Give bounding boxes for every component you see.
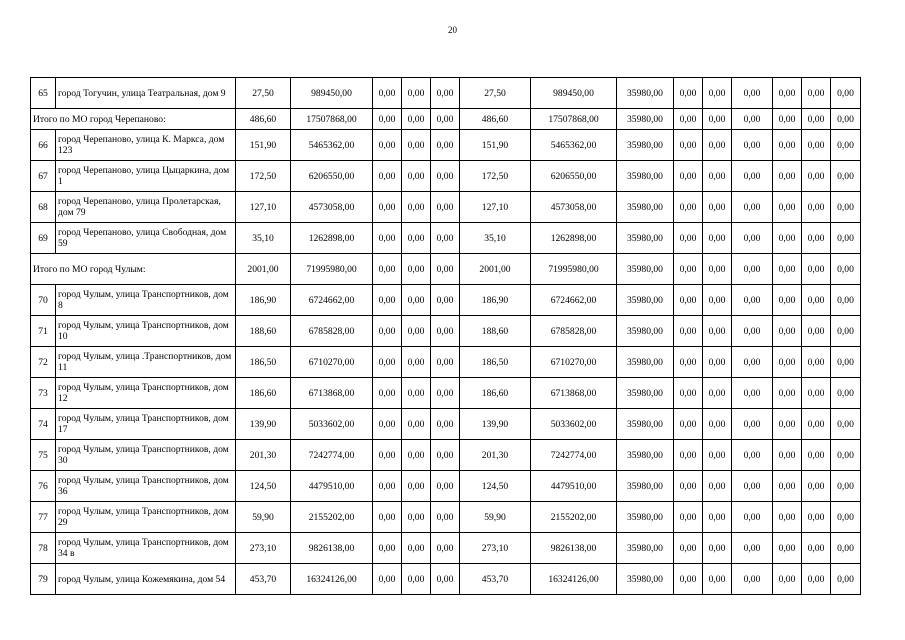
address-cell: город Черепаново, улица Пролетарская, дом 79 (56, 192, 236, 223)
value-cell: 0,00 (402, 378, 431, 409)
value-cell: 2001,00 (236, 254, 291, 285)
value-cell: 5465362,00 (291, 130, 373, 161)
address-cell: город Чулым, улица Транспортников, дом 34 в (56, 533, 236, 564)
value-cell: 35980,00 (617, 471, 674, 502)
value-cell: 0,00 (674, 161, 703, 192)
value-cell: 6785828,00 (291, 316, 373, 347)
value-cell: 1262898,00 (291, 223, 373, 254)
value-cell: 151,90 (460, 130, 531, 161)
value-cell: 35980,00 (617, 223, 674, 254)
value-cell: 0,00 (402, 409, 431, 440)
row-number: 78 (31, 533, 56, 564)
value-cell: 0,00 (402, 564, 431, 595)
row-number: 79 (31, 564, 56, 595)
value-cell: 0,00 (703, 409, 732, 440)
value-cell: 71995980,00 (531, 254, 617, 285)
address-cell: город Чулым, улица Транспортников, дом 17 (56, 409, 236, 440)
address-cell: город Чулым, улица .Транспортников, дом 11 (56, 347, 236, 378)
value-cell: 0,00 (373, 440, 402, 471)
value-cell: 0,00 (732, 285, 773, 316)
value-cell: 4479510,00 (531, 471, 617, 502)
value-cell: 0,00 (732, 223, 773, 254)
value-cell: 0,00 (373, 78, 402, 109)
value-cell: 0,00 (773, 316, 802, 347)
address-cell: город Чулым, улица Транспортников, дом 8 (56, 285, 236, 316)
value-cell: 0,00 (773, 347, 802, 378)
value-cell: 186,90 (460, 285, 531, 316)
value-cell: 6724662,00 (531, 285, 617, 316)
subtotal-row (31, 109, 861, 130)
value-cell: 0,00 (373, 109, 402, 130)
address-cell: город Чулым, улица Транспортников, дом 29 (56, 502, 236, 533)
value-cell: 0,00 (703, 78, 732, 109)
value-cell: 0,00 (802, 192, 831, 223)
value-cell: 0,00 (732, 533, 773, 564)
value-cell: 0,00 (831, 192, 861, 223)
value-cell: 35980,00 (617, 440, 674, 471)
address-cell: город Чулым, улица Транспортников, дом 10 (56, 316, 236, 347)
value-cell: 0,00 (402, 533, 431, 564)
value-cell: 0,00 (732, 78, 773, 109)
row-number: 73 (31, 378, 56, 409)
value-cell: 16324126,00 (291, 564, 373, 595)
value-cell: 0,00 (402, 192, 431, 223)
value-cell: 186,50 (460, 347, 531, 378)
value-cell: 0,00 (431, 378, 460, 409)
value-cell: 71995980,00 (291, 254, 373, 285)
value-cell: 127,10 (236, 192, 291, 223)
table-row (31, 78, 861, 109)
table-row (31, 161, 861, 192)
value-cell: 0,00 (674, 109, 703, 130)
value-cell: 0,00 (732, 409, 773, 440)
table-row (31, 409, 861, 440)
value-cell: 0,00 (703, 316, 732, 347)
value-cell: 5033602,00 (531, 409, 617, 440)
value-cell: 0,00 (773, 78, 802, 109)
value-cell: 0,00 (373, 285, 402, 316)
value-cell: 273,10 (236, 533, 291, 564)
value-cell: 0,00 (431, 533, 460, 564)
value-cell: 0,00 (773, 285, 802, 316)
row-number: 65 (31, 78, 56, 109)
value-cell: 6713868,00 (531, 378, 617, 409)
value-cell: 0,00 (402, 440, 431, 471)
value-cell: 4573058,00 (291, 192, 373, 223)
address-cell: город Черепаново, улица Цыцаркина, дом 1 (56, 161, 236, 192)
row-number: 69 (31, 223, 56, 254)
value-cell: 0,00 (431, 223, 460, 254)
value-cell: 0,00 (431, 161, 460, 192)
value-cell: 172,50 (236, 161, 291, 192)
row-number: 74 (31, 409, 56, 440)
value-cell: 186,60 (236, 378, 291, 409)
value-cell: 35980,00 (617, 502, 674, 533)
value-cell: 0,00 (703, 502, 732, 533)
value-cell: 0,00 (431, 316, 460, 347)
value-cell: 0,00 (373, 378, 402, 409)
value-cell: 0,00 (732, 502, 773, 533)
value-cell: 0,00 (431, 409, 460, 440)
value-cell: 0,00 (373, 161, 402, 192)
value-cell: 2155202,00 (291, 502, 373, 533)
value-cell: 2155202,00 (531, 502, 617, 533)
value-cell: 0,00 (732, 130, 773, 161)
value-cell: 35980,00 (617, 533, 674, 564)
value-cell: 186,90 (236, 285, 291, 316)
value-cell: 0,00 (831, 378, 861, 409)
value-cell: 0,00 (674, 533, 703, 564)
value-cell: 188,60 (236, 316, 291, 347)
value-cell: 0,00 (402, 78, 431, 109)
value-cell: 0,00 (773, 471, 802, 502)
value-cell: 0,00 (431, 440, 460, 471)
address-cell: город Чулым, улица Транспортников, дом 30 (56, 440, 236, 471)
value-cell: 0,00 (732, 161, 773, 192)
value-cell: 0,00 (373, 316, 402, 347)
value-cell: 0,00 (773, 223, 802, 254)
value-cell: 0,00 (674, 130, 703, 161)
value-cell: 0,00 (831, 533, 861, 564)
value-cell: 0,00 (402, 109, 431, 130)
value-cell: 6710270,00 (531, 347, 617, 378)
table-row (31, 378, 861, 409)
value-cell: 124,50 (460, 471, 531, 502)
value-cell: 127,10 (460, 192, 531, 223)
value-cell: 201,30 (460, 440, 531, 471)
value-cell: 0,00 (732, 109, 773, 130)
value-cell: 0,00 (732, 378, 773, 409)
value-cell: 0,00 (373, 533, 402, 564)
value-cell: 6206550,00 (291, 161, 373, 192)
value-cell: 0,00 (674, 223, 703, 254)
value-cell: 0,00 (831, 285, 861, 316)
value-cell: 35,10 (460, 223, 531, 254)
value-cell: 0,00 (703, 471, 732, 502)
value-cell: 172,50 (460, 161, 531, 192)
value-cell: 0,00 (402, 254, 431, 285)
value-cell: 0,00 (802, 254, 831, 285)
value-cell: 0,00 (431, 109, 460, 130)
value-cell: 0,00 (703, 440, 732, 471)
value-cell: 0,00 (674, 378, 703, 409)
value-cell: 0,00 (431, 564, 460, 595)
value-cell: 0,00 (831, 161, 861, 192)
value-cell: 0,00 (431, 130, 460, 161)
value-cell: 0,00 (674, 78, 703, 109)
address-cell: город Чулым, улица Кожемякина, дом 54 (56, 564, 236, 595)
value-cell: 0,00 (373, 254, 402, 285)
table-row (31, 440, 861, 471)
table-row (31, 285, 861, 316)
value-cell: 4573058,00 (531, 192, 617, 223)
value-cell: 0,00 (802, 78, 831, 109)
value-cell: 17507868,00 (531, 109, 617, 130)
value-cell: 0,00 (674, 409, 703, 440)
value-cell: 0,00 (674, 347, 703, 378)
value-cell: 5465362,00 (531, 130, 617, 161)
value-cell: 0,00 (703, 130, 732, 161)
value-cell: 0,00 (402, 502, 431, 533)
value-cell: 0,00 (674, 254, 703, 285)
value-cell: 5033602,00 (291, 409, 373, 440)
value-cell: 6206550,00 (531, 161, 617, 192)
value-cell: 273,10 (460, 533, 531, 564)
data-table (30, 77, 861, 595)
value-cell: 0,00 (732, 192, 773, 223)
value-cell: 0,00 (674, 440, 703, 471)
value-cell: 0,00 (732, 316, 773, 347)
value-cell: 0,00 (802, 533, 831, 564)
table-row (31, 502, 861, 533)
table-row (31, 564, 861, 595)
value-cell: 35980,00 (617, 161, 674, 192)
value-cell: 35980,00 (617, 378, 674, 409)
value-cell: 0,00 (732, 471, 773, 502)
value-cell: 0,00 (402, 471, 431, 502)
value-cell: 0,00 (703, 378, 732, 409)
value-cell: 0,00 (431, 254, 460, 285)
value-cell: 124,50 (236, 471, 291, 502)
value-cell: 0,00 (831, 409, 861, 440)
value-cell: 35980,00 (617, 285, 674, 316)
value-cell: 0,00 (373, 130, 402, 161)
value-cell: 27,50 (460, 78, 531, 109)
value-cell: 0,00 (802, 564, 831, 595)
table-row (31, 192, 861, 223)
value-cell: 6713868,00 (291, 378, 373, 409)
value-cell: 0,00 (831, 109, 861, 130)
row-number: 77 (31, 502, 56, 533)
value-cell: 0,00 (373, 471, 402, 502)
address-cell: город Тогучин, улица Театральная, дом 9 (56, 78, 236, 109)
value-cell: 0,00 (831, 223, 861, 254)
value-cell: 0,00 (831, 502, 861, 533)
value-cell: 35980,00 (617, 316, 674, 347)
value-cell: 7242774,00 (531, 440, 617, 471)
value-cell: 0,00 (431, 471, 460, 502)
value-cell: 0,00 (703, 533, 732, 564)
value-cell: 0,00 (674, 471, 703, 502)
value-cell: 0,00 (402, 130, 431, 161)
value-cell: 151,90 (236, 130, 291, 161)
value-cell: 0,00 (703, 161, 732, 192)
value-cell: 186,50 (236, 347, 291, 378)
value-cell: 0,00 (802, 223, 831, 254)
subtotal-row (31, 254, 861, 285)
table-row (31, 533, 861, 564)
address-cell: город Черепаново, улица Свободная, дом 59 (56, 223, 236, 254)
value-cell: 7242774,00 (291, 440, 373, 471)
value-cell: 0,00 (802, 347, 831, 378)
value-cell: 35980,00 (617, 192, 674, 223)
value-cell: 0,00 (773, 502, 802, 533)
value-cell: 0,00 (703, 254, 732, 285)
value-cell: 0,00 (703, 109, 732, 130)
row-number: 75 (31, 440, 56, 471)
value-cell: 0,00 (373, 564, 402, 595)
value-cell: 6710270,00 (291, 347, 373, 378)
value-cell: 0,00 (402, 316, 431, 347)
value-cell: 0,00 (703, 564, 732, 595)
value-cell: 6724662,00 (291, 285, 373, 316)
value-cell: 0,00 (773, 564, 802, 595)
value-cell: 35980,00 (617, 254, 674, 285)
value-cell: 453,70 (236, 564, 291, 595)
value-cell: 0,00 (402, 223, 431, 254)
value-cell: 6785828,00 (531, 316, 617, 347)
value-cell: 0,00 (802, 285, 831, 316)
table-row (31, 130, 861, 161)
value-cell: 2001,00 (460, 254, 531, 285)
value-cell: 0,00 (802, 130, 831, 161)
value-cell: 486,60 (236, 109, 291, 130)
subtotal-label: Итого по МО город Чулым: (31, 254, 236, 285)
value-cell: 139,90 (236, 409, 291, 440)
value-cell: 0,00 (773, 161, 802, 192)
value-cell: 0,00 (802, 316, 831, 347)
value-cell: 0,00 (373, 409, 402, 440)
value-cell: 0,00 (802, 502, 831, 533)
value-cell: 35980,00 (617, 409, 674, 440)
value-cell: 4479510,00 (291, 471, 373, 502)
value-cell: 0,00 (773, 378, 802, 409)
value-cell: 0,00 (373, 502, 402, 533)
value-cell: 0,00 (831, 78, 861, 109)
value-cell: 0,00 (802, 440, 831, 471)
value-cell: 0,00 (674, 285, 703, 316)
value-cell: 0,00 (831, 564, 861, 595)
value-cell: 0,00 (773, 192, 802, 223)
value-cell: 0,00 (703, 192, 732, 223)
value-cell: 0,00 (831, 471, 861, 502)
value-cell: 989450,00 (531, 78, 617, 109)
value-cell: 1262898,00 (531, 223, 617, 254)
row-number: 67 (31, 161, 56, 192)
value-cell: 201,30 (236, 440, 291, 471)
value-cell: 0,00 (802, 471, 831, 502)
value-cell: 0,00 (703, 347, 732, 378)
value-cell: 0,00 (831, 316, 861, 347)
value-cell: 16324126,00 (531, 564, 617, 595)
value-cell: 0,00 (773, 130, 802, 161)
value-cell: 0,00 (373, 223, 402, 254)
value-cell: 0,00 (703, 223, 732, 254)
value-cell: 0,00 (732, 254, 773, 285)
value-cell: 0,00 (402, 161, 431, 192)
value-cell: 0,00 (674, 316, 703, 347)
value-cell: 0,00 (431, 502, 460, 533)
value-cell: 0,00 (802, 409, 831, 440)
value-cell: 989450,00 (291, 78, 373, 109)
value-cell: 453,70 (460, 564, 531, 595)
value-cell: 0,00 (773, 440, 802, 471)
value-cell: 0,00 (773, 409, 802, 440)
value-cell: 0,00 (831, 254, 861, 285)
value-cell: 35980,00 (617, 130, 674, 161)
value-cell: 59,90 (236, 502, 291, 533)
value-cell: 0,00 (802, 378, 831, 409)
row-number: 71 (31, 316, 56, 347)
value-cell: 139,90 (460, 409, 531, 440)
value-cell: 35980,00 (617, 78, 674, 109)
value-cell: 9826138,00 (531, 533, 617, 564)
value-cell: 0,00 (831, 347, 861, 378)
value-cell: 35980,00 (617, 347, 674, 378)
row-number: 66 (31, 130, 56, 161)
value-cell: 486,60 (460, 109, 531, 130)
row-number: 76 (31, 471, 56, 502)
value-cell: 0,00 (431, 78, 460, 109)
value-cell: 35980,00 (617, 109, 674, 130)
value-cell: 0,00 (831, 130, 861, 161)
address-cell: город Чулым, улица Транспортников, дом 36 (56, 471, 236, 502)
table-row (31, 316, 861, 347)
table-row (31, 347, 861, 378)
value-cell: 0,00 (402, 347, 431, 378)
address-cell: город Чулым, улица Транспортников, дом 12 (56, 378, 236, 409)
table-row (31, 223, 861, 254)
value-cell: 0,00 (831, 440, 861, 471)
address-cell: город Черепаново, улица К. Маркса, дом 123 (56, 130, 236, 161)
row-number: 68 (31, 192, 56, 223)
value-cell: 0,00 (431, 347, 460, 378)
value-cell: 27,50 (236, 78, 291, 109)
value-cell: 0,00 (732, 347, 773, 378)
value-cell: 0,00 (402, 285, 431, 316)
value-cell: 0,00 (373, 347, 402, 378)
value-cell: 0,00 (773, 254, 802, 285)
value-cell: 186,60 (460, 378, 531, 409)
value-cell: 35980,00 (617, 564, 674, 595)
value-cell: 0,00 (674, 564, 703, 595)
value-cell: 0,00 (773, 109, 802, 130)
value-cell: 59,90 (460, 502, 531, 533)
value-cell: 0,00 (674, 502, 703, 533)
value-cell: 9826138,00 (291, 533, 373, 564)
subtotal-label: Итого по МО город Черепаново: (31, 109, 236, 130)
row-number: 70 (31, 285, 56, 316)
value-cell: 0,00 (674, 192, 703, 223)
value-cell: 17507868,00 (291, 109, 373, 130)
value-cell: 188,60 (460, 316, 531, 347)
value-cell: 0,00 (703, 285, 732, 316)
value-cell: 0,00 (802, 161, 831, 192)
table-row (31, 471, 861, 502)
value-cell: 0,00 (802, 109, 831, 130)
value-cell: 0,00 (732, 440, 773, 471)
value-cell: 35,10 (236, 223, 291, 254)
value-cell: 0,00 (431, 285, 460, 316)
value-cell: 0,00 (373, 192, 402, 223)
value-cell: 0,00 (732, 564, 773, 595)
value-cell: 0,00 (773, 533, 802, 564)
row-number: 72 (31, 347, 56, 378)
page-number: 20 (448, 25, 457, 35)
value-cell: 0,00 (431, 192, 460, 223)
